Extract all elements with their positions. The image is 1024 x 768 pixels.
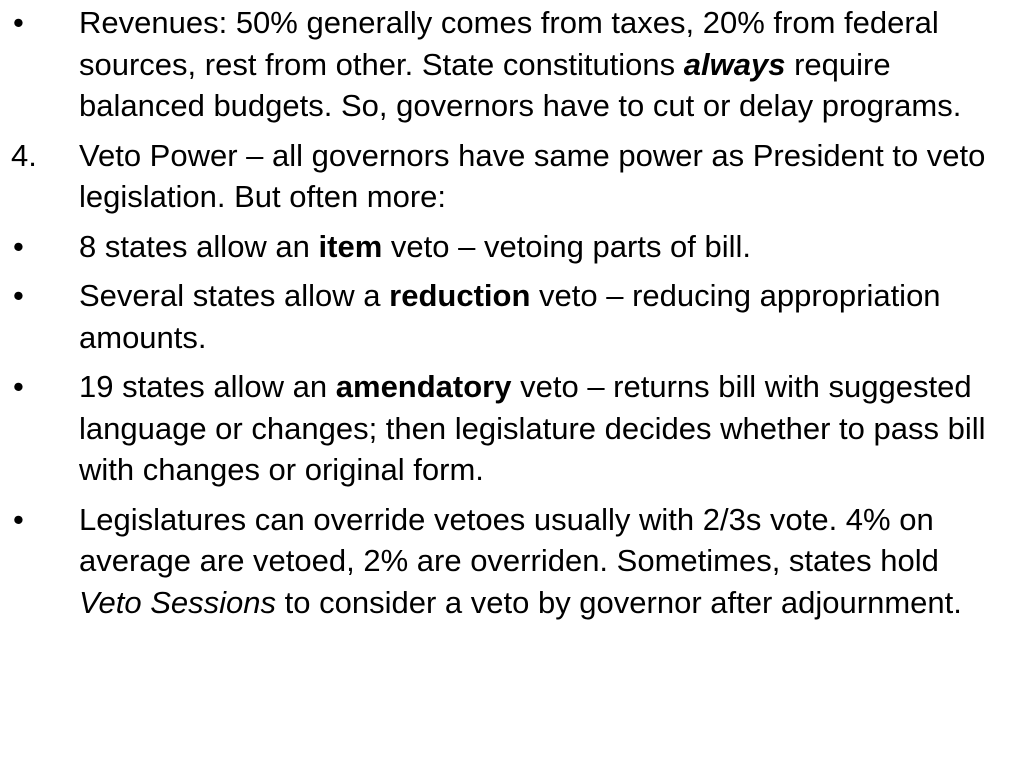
item-text: Revenues: 50% generally comes from taxes, 20% from federal sources, rest from other. State constitutions always require balanced budgets. So, governors have to cut or delay programs. — [79, 5, 962, 123]
number-marker: 4. — [11, 137, 37, 173]
list-item-reduction-veto — [0, 275, 1010, 358]
bullet-marker: • — [13, 501, 24, 537]
emphasis-reduction: reduction — [389, 278, 531, 313]
item-text: Several states allow a reduction veto – reducing appropriation amounts. — [79, 278, 941, 355]
emphasis-always: always — [683, 46, 786, 82]
list-item-veto-power — [0, 135, 1010, 218]
list-item-override — [0, 499, 1010, 624]
bullet-marker: • — [13, 228, 24, 264]
emphasis-amendatory: amendatory — [335, 369, 512, 404]
bullet-list — [0, 2, 1010, 631]
emphasis-veto-sessions: Veto Sessions — [79, 584, 277, 620]
bullet-marker: • — [13, 278, 24, 313]
emphasis-item: item — [318, 228, 383, 264]
list-item-item-veto — [0, 226, 1010, 268]
item-text: Legislatures can override vetoes usually with 2/3s vote. 4% on average are vetoed, 2% are overriden. Sometimes, states hold Veto Sessions to consider a veto by governor after adjournment. — [79, 501, 962, 620]
item-text: Veto Power – all governors have same power as President to veto legislation. But often more: — [79, 137, 986, 214]
list-item-amendatory-veto — [0, 366, 1010, 491]
bullet-marker: • — [13, 369, 24, 404]
item-text: 19 states allow an amendatory veto – returns bill with suggested language or changes; then legislature decides whether to pass bill with changes or original form. — [79, 369, 986, 487]
bullet-marker: • — [13, 5, 24, 40]
list-item-revenues — [0, 2, 1010, 127]
item-text: 8 states allow an item veto – vetoing parts of bill. — [79, 228, 752, 264]
